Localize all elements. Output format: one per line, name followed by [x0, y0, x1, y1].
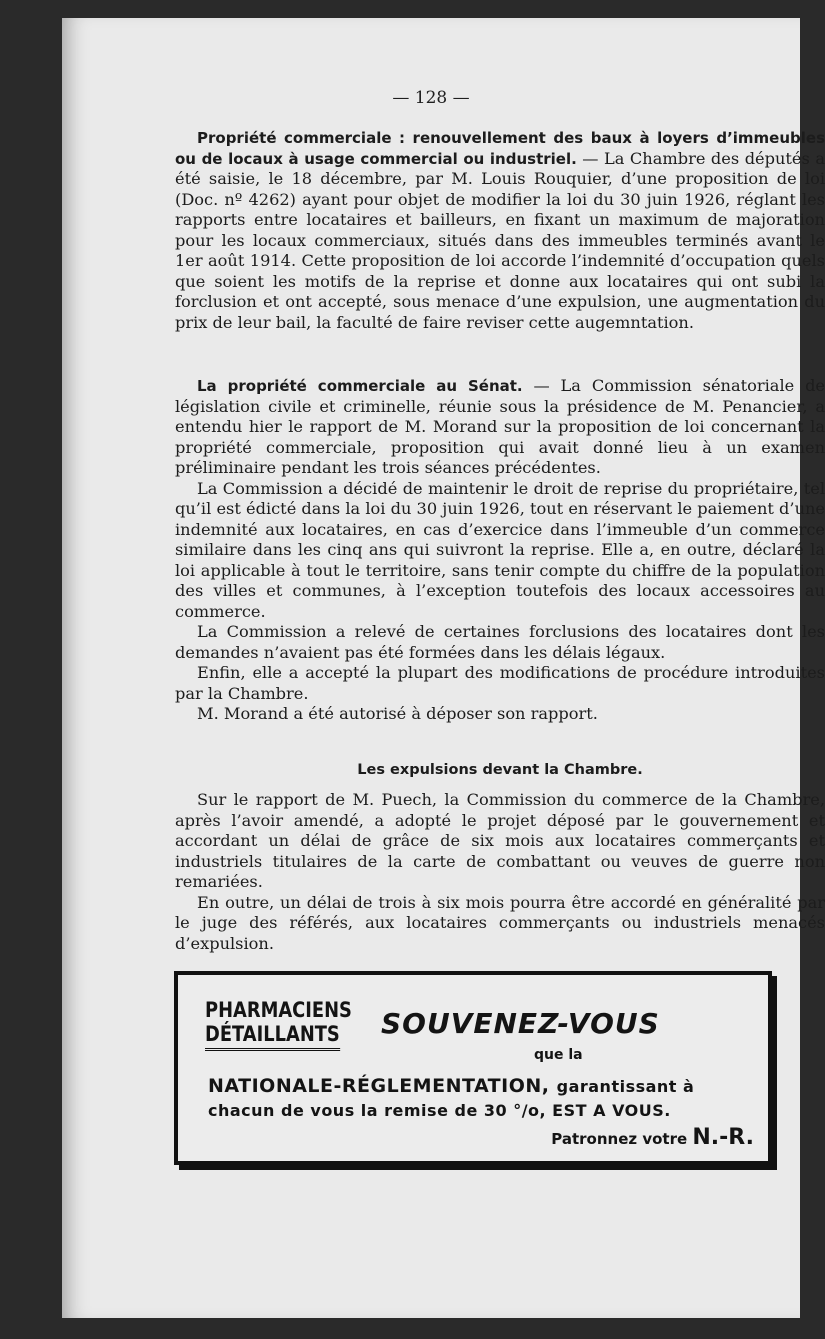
ad-line-3-text: Patronnez votre [551, 1130, 688, 1148]
article-body: — La Chambre des députés a été saisie, le 18 décembre, par M. Louis Rouquier, d’une proposition de loi (Doc. nº 4262) ayant pour objet de modifier la loi du 30 juin 1926, réglant les rapports entre locataires et bailleurs, en fixant un maximum de majoration pour les locaux commerciaux, situés dans des immeubles terminés avant le 1er août 1914. Cette proposition de loi accorde l’indemnité d’occupation quels que soient les motifs de la reprise et donne aux locataires qui ont subi la forclusion et ont accepté, sous menace d’une expulsion, une augmentation du prix de leur bail, la faculté de faire reviser cette augemntation. [175, 148, 825, 332]
ad-organization-name: NATIONALE-RÉGLEMENTATION, [208, 1075, 550, 1097]
document-page [62, 18, 825, 1318]
ad-que-la: que la [534, 1047, 583, 1063]
advertisement-box [174, 971, 772, 1165]
ad-headline: SOUVENEZ-VOUS [381, 1007, 660, 1040]
paragraph: M. Morand a été autorisé à déposer son rapport. [197, 704, 598, 723]
article-body: — La Commission sénatoriale de législation civile et criminelle, réunie sous la présidence de M. Penancier, a entendu hier le rapport de M. Morand sur la proposition de loi concernant la propriété commerciale, proposition qui avait donné lieu à un examen préliminaire pendant les trois séances précédentes. [175, 376, 825, 477]
article-heading: Propriété commerciale : renouvellement des baux à loyers d’immeubles ou de locaux à usage commercial ou industriel. [175, 129, 825, 168]
article-expulsions [175, 790, 825, 954]
paragraph: Enfin, elle a accepté la plupart des modifications de procédure introduites par la Chambre. [175, 663, 825, 703]
ad-audience-line1: PHARMACIENS [205, 998, 352, 1022]
paragraph [175, 376, 825, 479]
paragraph: Sur le rapport de M. Puech, la Commission du commerce de la Chambre, après l’avoir amendé, a adopté le projet déposé par le gouvernement et accordant un délai de grâce de six mois aux locataires commerçants et industriels titulaires de la carte de combattant ou veuves de guerre non remariées. [175, 790, 825, 891]
ad-audience-line2: DÉTAILLANTS [205, 1022, 340, 1051]
article-heading: La propriété commerciale au Sénat. [197, 377, 523, 395]
article-propriete-senat [175, 376, 825, 725]
section-heading: Les expulsions devant la Chambre. [357, 762, 643, 778]
paragraph: La Commission a relevé de certaines forclusions des locataires dont les demandes n’avaient pas été formées dans les délais légaux. [175, 622, 825, 662]
ad-brand: N.-R. [692, 1125, 754, 1150]
ad-audience [205, 998, 352, 1051]
paragraph: La Commission a décidé de maintenir le droit de reprise du propriétaire, tel qu’il est édicté dans la loi du 30 juin 1926, tout en réservant le paiement d’une indemnité aux locataires, en cas d’exercice dans l’immeuble d’un commerce similaire dans les cinq ans qui suivront la reprise. Elle a, en outre, déclaré la loi applicable à tout le territoire, sans tenir compte du chiffre de la population des villes et communes, à l’exception toutefois des locaux accessoires au commerce. [175, 478, 825, 621]
ad-line-2: chacun de vous la remise de 30 °/o, EST A VOUS. [208, 1101, 671, 1120]
paragraph [175, 128, 825, 333]
paragraph: En outre, un délai de trois à six mois pourra être accordé en généralité par le juge des référés, aux locataires commerçants ou industriels menacés d’expulsion. [175, 892, 825, 953]
ad-line-1 [208, 1075, 694, 1097]
page-number: — 128 — [392, 88, 470, 108]
ad-line-1-rest: garantissant à [556, 1077, 695, 1096]
ad-line-3 [551, 1125, 754, 1150]
article-renouvellement-baux [175, 128, 825, 333]
